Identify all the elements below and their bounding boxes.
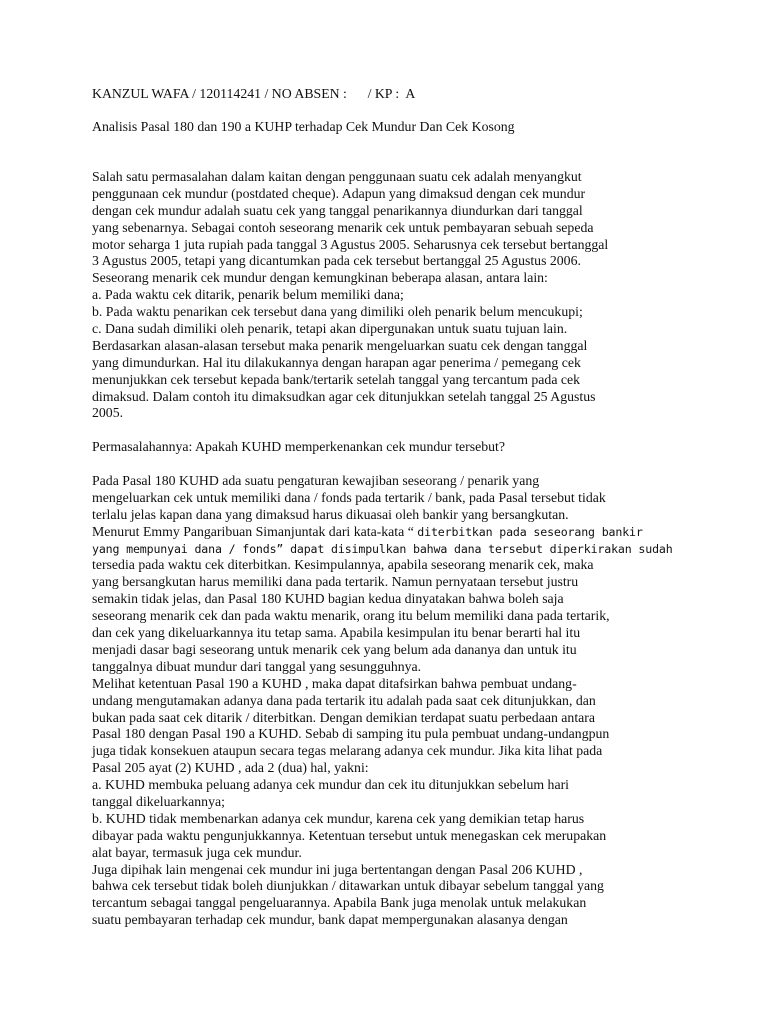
- text-line: suatu pembayaran terhadap cek mundur, bank dapat mempergunakan alasanya dengan: [92, 912, 568, 928]
- text-line: dibayar pada waktu pengunjukkannya. Ketentuan tersebut untuk menegaskan cek merupakan: [92, 827, 607, 843]
- text-line: Pasal 180 dengan Pasal 190 a KUHD. Sebab di samping itu pula pembuat undang-undangpun: [92, 726, 610, 742]
- text-line: motor seharga 1 juta rupiah pada tanggal 3 Agustus 2005. Seharusnya cek tersebut bertanggal: [92, 236, 609, 252]
- list-item-b: b. KUHD tidak membenarkan adanya cek mundur, karena cek yang demikian tetap harus: [92, 810, 585, 826]
- text-line: yang bersangkutan harus memiliki dana pada tertarik. Namun pernyataan tersebut justru: [92, 574, 579, 590]
- text-line: Juga dipihak lain mengenai cek mundur ini juga bertentangan dengan Pasal 206 KUHD ,: [92, 861, 583, 877]
- text-line: dengan cek mundur adalah suatu cek yang tanggal penarikannya diundurkan dari tanggal: [92, 202, 583, 218]
- text-line: Pada Pasal 180 KUHD ada suatu pengaturan kewajiban seseorang / penarik yang: [92, 473, 540, 489]
- quote-text-1: diterbitkan pada seseorang bankir: [417, 524, 643, 539]
- list-item-b: b. Pada waktu penarikan cek tersebut dana yang dimiliki oleh penarik belum mencukupi;: [92, 304, 583, 320]
- quote-intro: Menurut Emmy Pangaribuan Simanjuntak dari kata-kata “: [92, 523, 418, 539]
- text-line: dan cek yang dikeluarkannya itu tetap sama. Apabila kesimpulan itu benar berarti hal itu: [92, 625, 581, 641]
- text-line: tanggal dikeluarkannya;: [92, 793, 225, 809]
- text-line: dimaksud. Dalam contoh itu dimaksudkan agar cek ditunjukkan setelah tanggal 25 Agustus: [92, 388, 596, 404]
- text-line: Seseorang menarik cek mundur dengan kemungkinan beberapa alasan, antara lain:: [92, 270, 548, 286]
- text-line: 2005.: [92, 405, 124, 421]
- text-line: bukan pada saat cek ditarik / diterbitkan. Dengan demikian terdapat suatu perbedaan antara: [92, 709, 595, 725]
- list-item-a: a. KUHD membuka peluang adanya cek mundur dan cek itu ditunjukkan sebelum hari: [92, 777, 570, 793]
- list-item-a: a. Pada waktu cek ditarik, penarik belum memiliki dana;: [92, 287, 404, 303]
- text-line: mengeluarkan cek untuk memiliki dana / fonds pada tertarik / bank, pada Pasal tersebut tidak: [92, 489, 606, 505]
- paragraph-2: [92, 473, 692, 929]
- text-line: yang sebenarnya. Sebagai contoh seseorang menarik cek untuk pembayaran sebuah sepeda: [92, 219, 594, 235]
- spacer: [92, 456, 692, 473]
- text-line: Salah satu permasalahan dalam kaitan dengan penggunaan suatu cek adalah menyangkut: [92, 169, 582, 184]
- question-line: Permasalahannya: Apakah KUHD memperkenankan cek mundur tersebut?: [92, 439, 505, 455]
- text-line: menjadi dasar bagi seseorang untuk menarik cek yang belum ada dananya dan untuk itu: [92, 641, 577, 657]
- document-header: KANZUL WAFA / 120114241 / NO ABSEN : / KP : A: [92, 86, 416, 101]
- text-line: Berdasarkan alasan-alasan tersebut maka penarik mengeluarkan suatu cek dengan tanggal: [92, 337, 588, 353]
- quote-text-2: yang mempunyai dana / fonds” dapat disimpulkan bahwa dana tersebut diperkirakan sudah: [92, 541, 673, 556]
- text-line: terlalu jelas kapan dana yang dimaksud harus dikuasai oleh bankir yang bersangkutan.: [92, 506, 569, 522]
- document-body: [92, 169, 692, 929]
- text-line: menunjukkan cek tersebut kepada bank/tertarik setelah tanggal yang tercantum pada cek: [92, 371, 581, 387]
- text-line: 3 Agustus 2005, tetapi yang dicantumkan pada cek tersebut bertanggal 25 Agustus 2006.: [92, 253, 581, 269]
- text-line: undang mengutamakan adanya dana pada tertarik itu adalah pada saat cek ditunjukkan, dan: [92, 692, 596, 708]
- text-line: alat bayar, termasuk juga cek mundur.: [92, 844, 302, 860]
- paragraph-1: [92, 169, 692, 422]
- text-line: penggunaan cek mundur (postdated cheque). Adapun yang dimaksud dengan cek mundur: [92, 185, 586, 201]
- text-line: semakin tidak jelas, dan Pasal 180 KUHD bagian kedua dinyatakan bahwa boleh saja: [92, 591, 564, 607]
- document-title: Analisis Pasal 180 dan 190 a KUHP terhadap Cek Mundur Dan Cek Kosong: [92, 119, 515, 134]
- quote-line: [92, 524, 692, 541]
- text-line: Melihat ketentuan Pasal 190 a KUHD , maka dapat ditafsirkan bahwa pembuat undang-: [92, 675, 577, 691]
- text-line: bahwa cek tersebut tidak boleh diunjukkan / ditawarkan untuk dibayar sebelum tanggal yang: [92, 878, 604, 894]
- text-line: tanggalnya dibuat mundur dari tanggal yang sesungguhnya.: [92, 658, 422, 674]
- text-line: yang dimundurkan. Hal itu dilakukannya dengan harapan agar penerima / pemegang cek: [92, 354, 581, 370]
- text-line: tersedia pada waktu cek diterbitkan. Kesimpulannya, apabila seseorang menarik cek, maka: [92, 557, 594, 573]
- list-item-c: c. Dana sudah dimiliki oleh penarik, tetapi akan dipergunakan untuk suatu tujuan lain.: [92, 321, 568, 337]
- text-line: tercantum sebagai tanggal pengeluarannya. Apabila Bank juga menolak untuk melakukan: [92, 895, 587, 911]
- text-line: seseorang menarik cek dan pada waktu menarik, orang itu belum memiliki dana pada tertarik,: [92, 608, 610, 624]
- text-line: juga tidak konsekuen ataupun secara tegas melarang adanya cek mundur. Jika kita lihat pada: [92, 743, 603, 759]
- text-line: Pasal 205 ayat (2) KUHD , ada 2 (dua) hal, yakni:: [92, 760, 369, 776]
- spacer: [92, 422, 692, 439]
